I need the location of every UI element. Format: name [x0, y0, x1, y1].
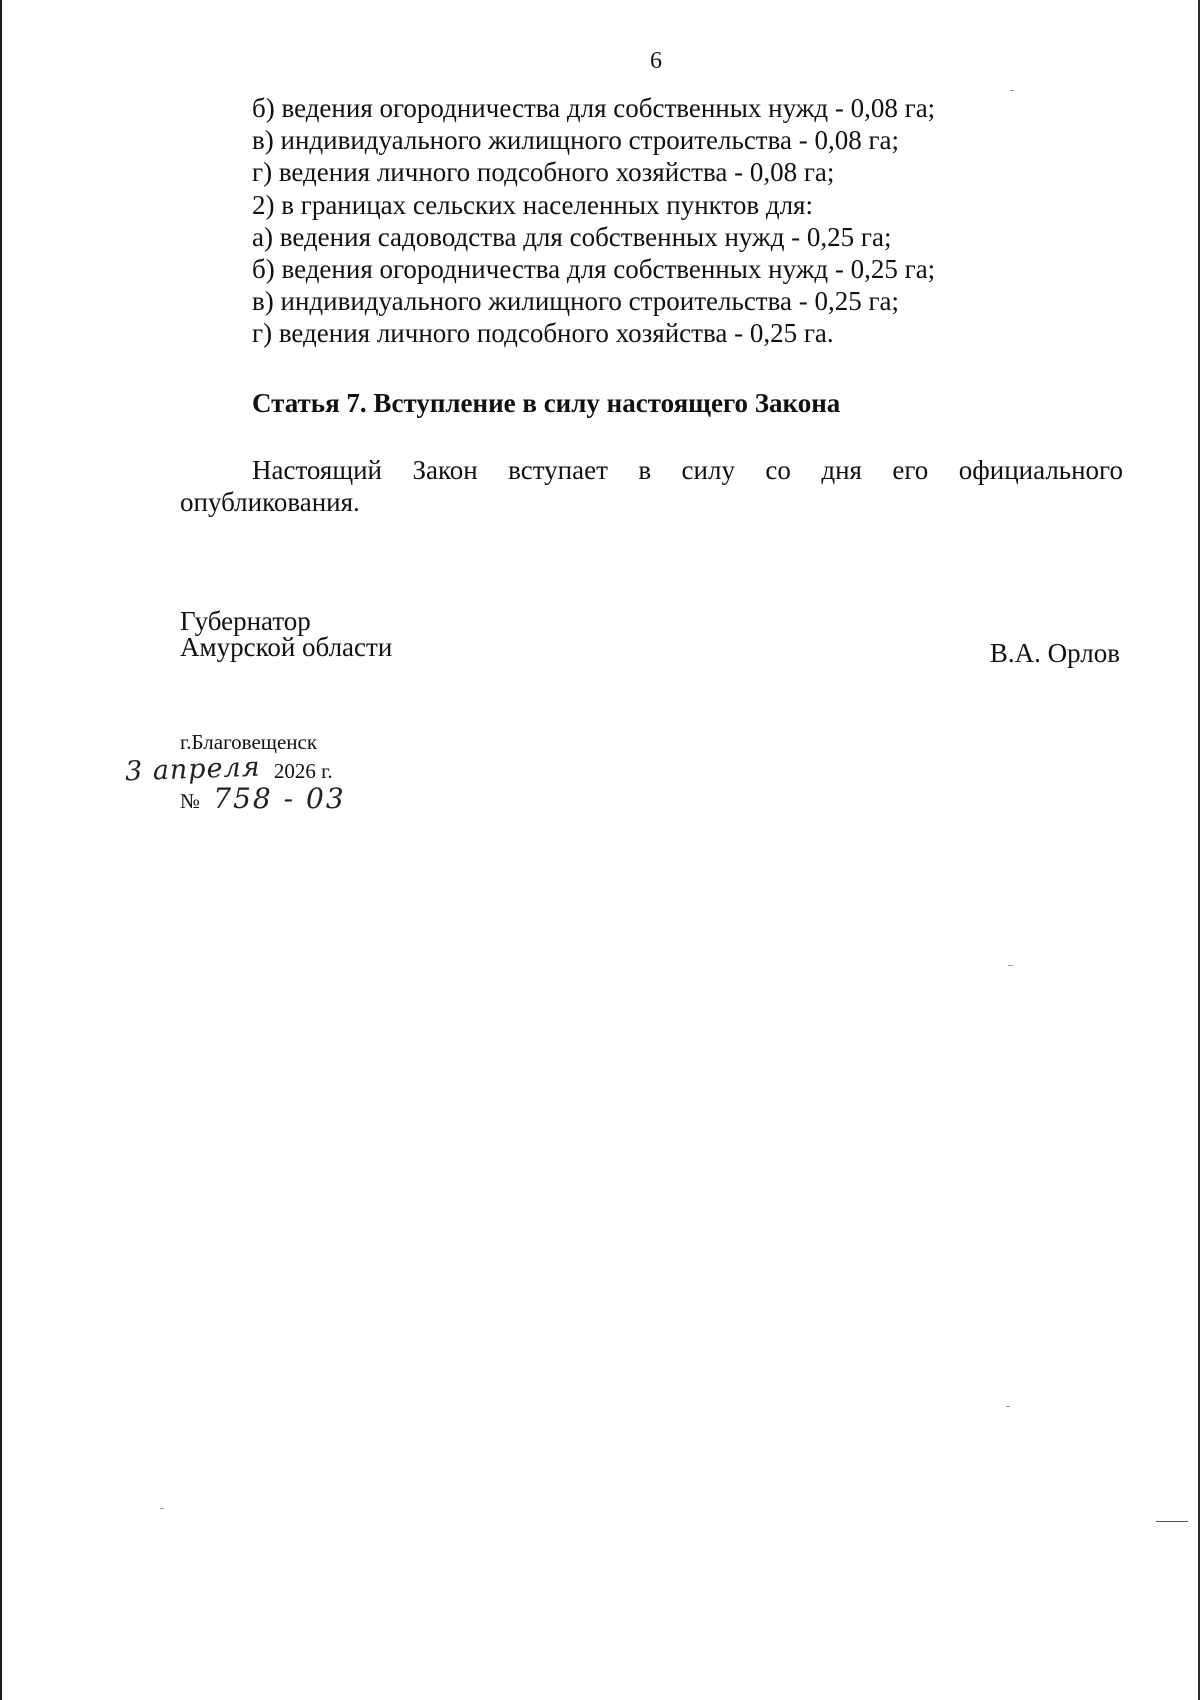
scan-edge-left [0, 0, 2, 1700]
article-word: Настоящий [252, 455, 383, 485]
article-body-line-2: опубликования. [180, 487, 360, 517]
signatory-title [180, 608, 392, 660]
article-body [180, 454, 1123, 518]
list-item: в) индивидуального жилищного строительства - 0,25 га; [252, 286, 900, 317]
article-word: дня [821, 455, 862, 485]
article-word: официального [958, 455, 1123, 485]
signatory-title-line-2: Амурской области [180, 632, 393, 662]
number-sign: № [180, 789, 201, 813]
scan-speck [1006, 1406, 1010, 1407]
article-word: в [638, 455, 652, 485]
list-item: в) индивидуального жилищного строительства - 0,08 га; [252, 125, 900, 156]
handwritten-date: 3 апреля [124, 751, 262, 788]
scan-speck [1010, 90, 1014, 91]
scan-mark [1156, 1521, 1188, 1522]
city-of-signing: г.Благовещенск [180, 730, 318, 754]
article-word: со [765, 455, 791, 485]
article-word: Закон [412, 455, 478, 485]
signatory-name: В.А. Орлов [989, 638, 1120, 668]
date-year: 2026 г. [273, 759, 333, 783]
article-body-line-1 [180, 454, 1123, 486]
scan-speck [160, 1508, 164, 1509]
article-word: силу [681, 455, 735, 485]
list-item: б) ведения огородничества для собственных нужд - 0,25 га; [252, 254, 936, 285]
article-word: его [892, 455, 929, 485]
law-number-line [180, 782, 346, 815]
date-line [124, 751, 333, 788]
article-heading: Статья 7. Вступление в силу настоящего Закона [252, 388, 841, 418]
scan-speck [1008, 965, 1013, 966]
article-word: вступает [508, 455, 608, 485]
signatory-title-line-1: Губернатор [180, 606, 311, 636]
land-plot-size-list [252, 92, 935, 350]
handwritten-law-number: 758 - 03 [213, 782, 346, 815]
list-item: а) ведения садоводства для собственных нужд - 0,25 га; [252, 221, 892, 252]
list-item: г) ведения личного подсобного хозяйства - 0,25 га. [252, 318, 834, 349]
list-item: 2) в границах сельских населенных пунктов для: [252, 189, 813, 220]
list-item: б) ведения огородничества для собственных нужд - 0,08 га; [252, 93, 936, 123]
list-item: г) ведения личного подсобного хозяйства - 0,08 га; [252, 157, 835, 188]
page-number: 6 [650, 48, 662, 74]
